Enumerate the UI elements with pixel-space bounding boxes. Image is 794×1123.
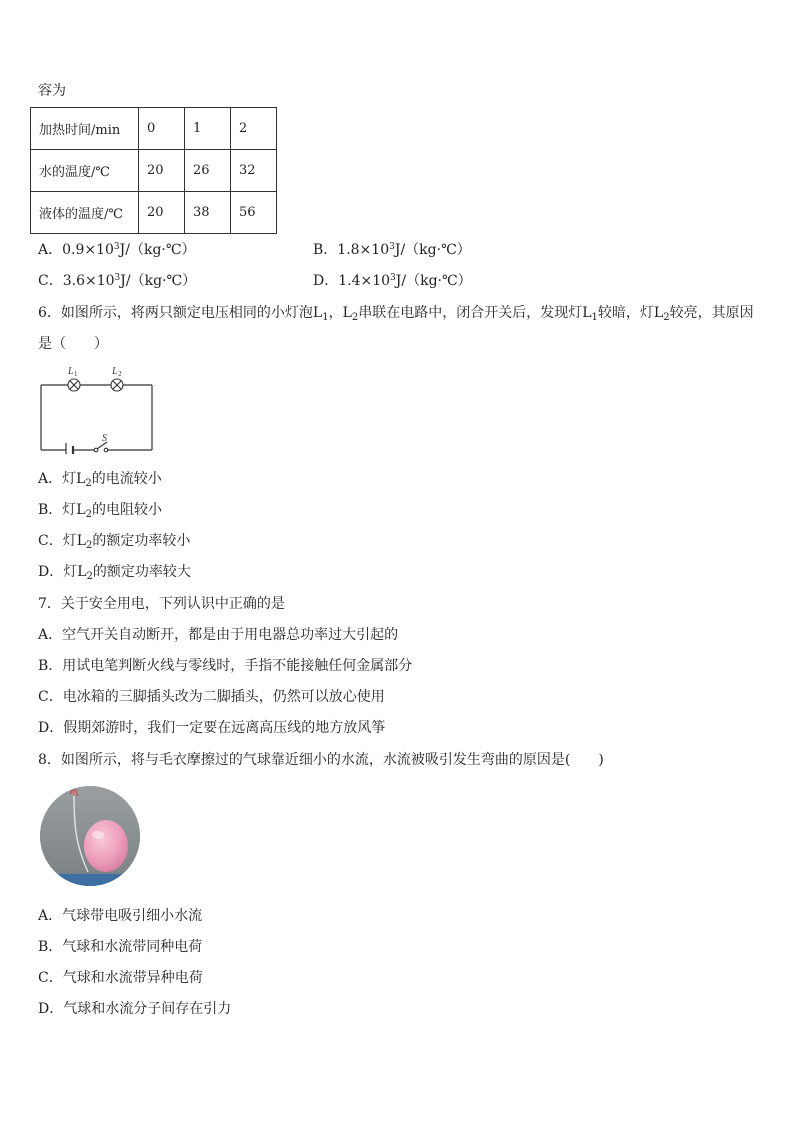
- q5-option-a[interactable]: [38, 241, 196, 259]
- option-text: A．灯L: [38, 471, 86, 487]
- stem-text: 较暗，灯L: [597, 305, 664, 321]
- unit: J/（kg·℃）: [120, 273, 197, 289]
- subscript: 2: [86, 571, 93, 582]
- balloon-water-photo: [40, 786, 140, 886]
- lamp-l1-icon: [68, 379, 80, 391]
- subscript: 2: [663, 312, 670, 323]
- q5-option-d[interactable]: [313, 272, 472, 290]
- exponent: 3: [114, 273, 121, 283]
- exponent: 3: [389, 242, 395, 252]
- table-cell: 26: [185, 150, 231, 192]
- label-l1-sub: 1: [74, 370, 78, 378]
- q6-stem-line2: 是（ ）: [38, 336, 108, 352]
- subscript: 2: [85, 478, 92, 489]
- table-cell: 1: [185, 108, 231, 150]
- option-text: D．1.4×10: [313, 273, 391, 289]
- option-text: D．灯L: [38, 564, 87, 580]
- q6-option-a[interactable]: [38, 470, 162, 488]
- option-text: 的额定功率较小: [92, 533, 191, 549]
- heating-data-table: [30, 107, 277, 234]
- label-switch: S: [102, 433, 107, 444]
- balloon-illustration: [40, 786, 140, 886]
- subscript: 1: [322, 312, 329, 323]
- table-cell: 2: [231, 108, 277, 150]
- subscript: 2: [351, 312, 359, 323]
- exponent: 3: [113, 242, 120, 252]
- table-cell: 32: [231, 150, 277, 192]
- table-cell: 56: [231, 192, 277, 234]
- q6-option-d[interactable]: [38, 563, 191, 581]
- q8-stem: 8．如图所示，将与毛衣摩擦过的气球靠近细小的水流，水流被吸引发生弯曲的原因是( ): [38, 752, 604, 768]
- table-cell: 0: [139, 108, 185, 150]
- q7-option-d[interactable]: D．假期郊游时，我们一定要在远离高压线的地方放风筝: [38, 720, 386, 736]
- label-l2-sub: 2: [118, 370, 122, 378]
- lamp-l2-icon: [111, 379, 123, 391]
- stem-text: 6．如图所示，将两只额定电压相同的小灯泡L: [38, 305, 323, 321]
- table-cell: 20: [139, 150, 185, 192]
- option-text: C．灯L: [38, 533, 87, 549]
- q7-option-c[interactable]: C．电冰箱的三脚插头改为二脚插头，仍然可以放心使用: [38, 689, 385, 705]
- unit: J/（kg·℃）: [394, 242, 471, 258]
- unit: J/（kg·℃）: [395, 273, 472, 289]
- q8-option-a[interactable]: A．气球带电吸引细小水流: [38, 908, 203, 924]
- intro-text: 容为: [38, 83, 66, 99]
- stem-text: 串联在电路中，闭合开关后，发现灯L: [358, 305, 592, 321]
- table-row: [31, 192, 277, 234]
- label-l2: L: [112, 366, 118, 377]
- table-cell: 液体的温度/℃: [31, 192, 139, 234]
- q5-option-b[interactable]: [313, 241, 471, 259]
- q8-option-d[interactable]: D．气球和水流分子间存在引力: [38, 1001, 232, 1017]
- q7-stem: 7．关于安全用电，下列认识中正确的是: [38, 596, 285, 612]
- table-row: [31, 108, 277, 150]
- battery-icon: [66, 443, 73, 454]
- q7-option-b[interactable]: B．用试电笔判断火线与零线时，手指不能接触任何金属部分: [38, 658, 413, 674]
- q7-option-a[interactable]: A．空气开关自动断开，都是由于用电器总功率过大引起的: [38, 627, 399, 643]
- q6-stem: [38, 304, 754, 322]
- option-text: B．灯L: [38, 502, 86, 518]
- option-text: 的电阻较小: [91, 502, 162, 518]
- q5-option-c[interactable]: [38, 272, 196, 290]
- q6-option-b[interactable]: [38, 501, 162, 519]
- exponent: 3: [390, 273, 396, 283]
- unit: J/（kg·℃）: [119, 242, 196, 258]
- option-text: C．3.6×10: [38, 273, 115, 289]
- q6-option-c[interactable]: [38, 532, 190, 550]
- q8-option-b[interactable]: B．气球和水流带同种电荷: [38, 939, 203, 955]
- subscript: 2: [85, 509, 92, 520]
- subscript: 2: [86, 540, 93, 551]
- option-text: A．0.9×10: [38, 242, 114, 258]
- stem-text: 较亮，其原因: [669, 305, 754, 321]
- option-text: 的电流较小: [91, 471, 162, 487]
- table-row: [31, 150, 277, 192]
- table-cell: 20: [139, 192, 185, 234]
- circuit-diagram: [36, 360, 156, 454]
- table-cell: 加热时间/min: [31, 108, 139, 150]
- table-cell: 水的温度/℃: [31, 150, 139, 192]
- label-l1: L: [68, 366, 74, 377]
- table-cell: 38: [185, 192, 231, 234]
- option-text: 的额定功率较大: [92, 564, 191, 580]
- subscript: 1: [591, 312, 598, 323]
- stem-text: ，L: [328, 305, 352, 321]
- option-text: B．1.8×10: [313, 242, 390, 258]
- q8-option-c[interactable]: C．气球和水流带异种电荷: [38, 970, 203, 986]
